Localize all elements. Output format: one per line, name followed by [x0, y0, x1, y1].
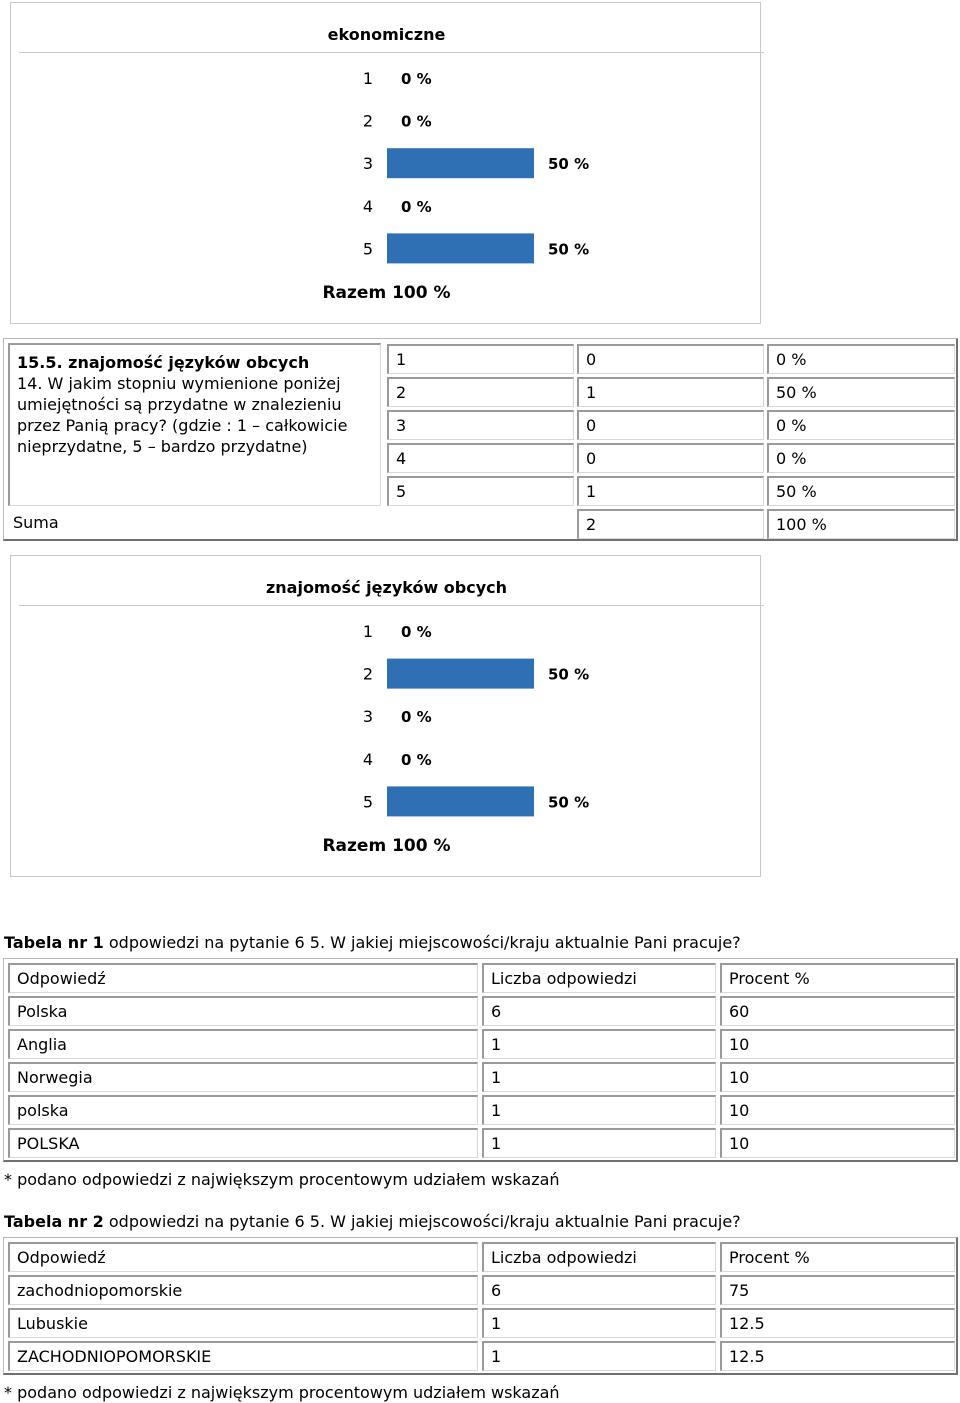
caption-text: odpowiedzi na pytanie 6 5. W jakiej miejscowości/kraju aktualnie Pani pracuje?: [108, 933, 741, 952]
header-count: Liczba odpowiedzi: [482, 1242, 716, 1272]
cell-answer: polska: [8, 1095, 478, 1125]
chart-panel-ekonomiczne: [10, 2, 761, 324]
question-title: 15.5. znajomość języków obcych: [17, 353, 310, 372]
table-footnote: * podano odpowiedzi z największym procentowym udziałem wskazań: [4, 1170, 560, 1189]
cell-percent: 12.5: [720, 1308, 955, 1338]
chart-panel-jezyki: [10, 555, 761, 877]
value-label: 0 %: [401, 197, 432, 216]
row-count: 1: [577, 476, 764, 506]
sum-percent: 100 %: [767, 509, 955, 539]
row-answer: 2: [387, 377, 574, 407]
row-count: 0: [577, 344, 764, 374]
category-label: 2: [362, 111, 373, 131]
category-label: 4: [362, 749, 373, 769]
total-label: Razem: [322, 836, 387, 856]
value-label: 0 %: [401, 70, 432, 88]
category-label: 4: [362, 196, 373, 216]
bar: [387, 659, 534, 689]
header-answer: Odpowiedź: [8, 1242, 478, 1272]
cell-count: 1: [482, 1128, 716, 1158]
question-text: 14. W jakim stopniu wymienione poniżej umiejętności są przydatne w znalezieniu przez Panią pracy? (gdzie : 1 – całkowicie nieprzydatne, 5 – bardzo przydatne): [17, 374, 348, 456]
cell-count: 1: [482, 1308, 716, 1338]
value-label: 50 %: [548, 665, 590, 684]
cell-percent: 12.5: [720, 1341, 955, 1371]
header-count: Liczba odpowiedzi: [482, 963, 716, 993]
cell-answer: Polska: [8, 996, 478, 1026]
row-answer: 4: [387, 443, 574, 473]
bar-chart-ekonomiczne: [11, 3, 762, 325]
value-label: 0 %: [401, 750, 432, 769]
value-label: 0 %: [401, 623, 432, 641]
total-value: 100 %: [392, 283, 451, 303]
row-percent: 0 %: [767, 443, 955, 473]
table-caption: [4, 1212, 741, 1231]
caption-number: Tabela nr 1: [4, 933, 104, 952]
row-percent: 50 %: [767, 476, 955, 506]
caption-text: odpowiedzi na pytanie 6 5. W jakiej miejscowości/kraju aktualnie Pani pracuje?: [108, 1212, 741, 1231]
chart-total: [11, 836, 762, 856]
cell-count: 6: [482, 1275, 716, 1305]
cell-count: 1: [482, 1341, 716, 1371]
value-label: 0 %: [401, 112, 432, 131]
bar: [387, 148, 534, 178]
total-label: Razem: [322, 283, 387, 303]
caption-number: Tabela nr 2: [4, 1212, 104, 1231]
row-answer: 5: [387, 476, 574, 506]
header-percent: Procent %: [720, 963, 955, 993]
value-label: 50 %: [548, 240, 590, 259]
value-label: 0 %: [401, 708, 432, 727]
row-count: 0: [577, 410, 764, 440]
cell-answer: ZACHODNIOPOMORSKIE: [8, 1341, 478, 1371]
cell-count: 1: [482, 1095, 716, 1125]
total-value: 100 %: [392, 836, 451, 856]
row-percent: 0 %: [767, 344, 955, 374]
value-label: 50 %: [548, 155, 590, 174]
answers-table-2: [3, 1237, 958, 1375]
answers-table-1: [3, 958, 958, 1162]
header-percent: Procent %: [720, 1242, 955, 1272]
cell-answer: Anglia: [8, 1029, 478, 1059]
cell-answer: POLSKA: [8, 1128, 478, 1158]
chart-title: ekonomiczne: [327, 25, 446, 44]
category-label: 1: [362, 69, 373, 88]
cell-count: 6: [482, 996, 716, 1026]
cell-percent: 60: [720, 996, 955, 1026]
header-answer: Odpowiedź: [8, 963, 478, 993]
row-answer: 1: [387, 344, 574, 374]
row-count: 1: [577, 377, 764, 407]
row-percent: 50 %: [767, 377, 955, 407]
cell-answer: Norwegia: [8, 1062, 478, 1092]
sum-label: Suma: [13, 513, 59, 532]
cell-percent: 10: [720, 1062, 955, 1092]
question-table: [3, 338, 958, 541]
cell-count: 1: [482, 1029, 716, 1059]
sum-count: 2: [577, 509, 764, 539]
chart-title: znajomość języków obcych: [265, 578, 508, 597]
cell-answer: zachodniopomorskie: [8, 1275, 478, 1305]
category-label: 2: [362, 664, 373, 684]
bar-chart-jezyki: [11, 556, 762, 878]
value-label: 50 %: [548, 793, 590, 812]
bar: [387, 233, 534, 263]
cell-percent: 75: [720, 1275, 955, 1305]
table-footnote: * podano odpowiedzi z największym procentowym udziałem wskazań: [4, 1383, 560, 1402]
cell-count: 1: [482, 1062, 716, 1092]
row-answer: 3: [387, 410, 574, 440]
cell-percent: 10: [720, 1128, 955, 1158]
row-percent: 0 %: [767, 410, 955, 440]
cell-percent: 10: [720, 1029, 955, 1059]
category-label: 1: [362, 622, 373, 641]
bar: [387, 786, 534, 816]
chart-total: [11, 283, 762, 303]
category-label: 3: [362, 707, 373, 727]
category-label: 5: [362, 239, 373, 259]
row-count: 0: [577, 443, 764, 473]
category-label: 3: [362, 154, 373, 174]
cell-percent: 10: [720, 1095, 955, 1125]
question-cell: [8, 343, 381, 506]
category-label: 5: [362, 792, 373, 812]
table-caption: [4, 933, 741, 952]
cell-answer: Lubuskie: [8, 1308, 478, 1338]
